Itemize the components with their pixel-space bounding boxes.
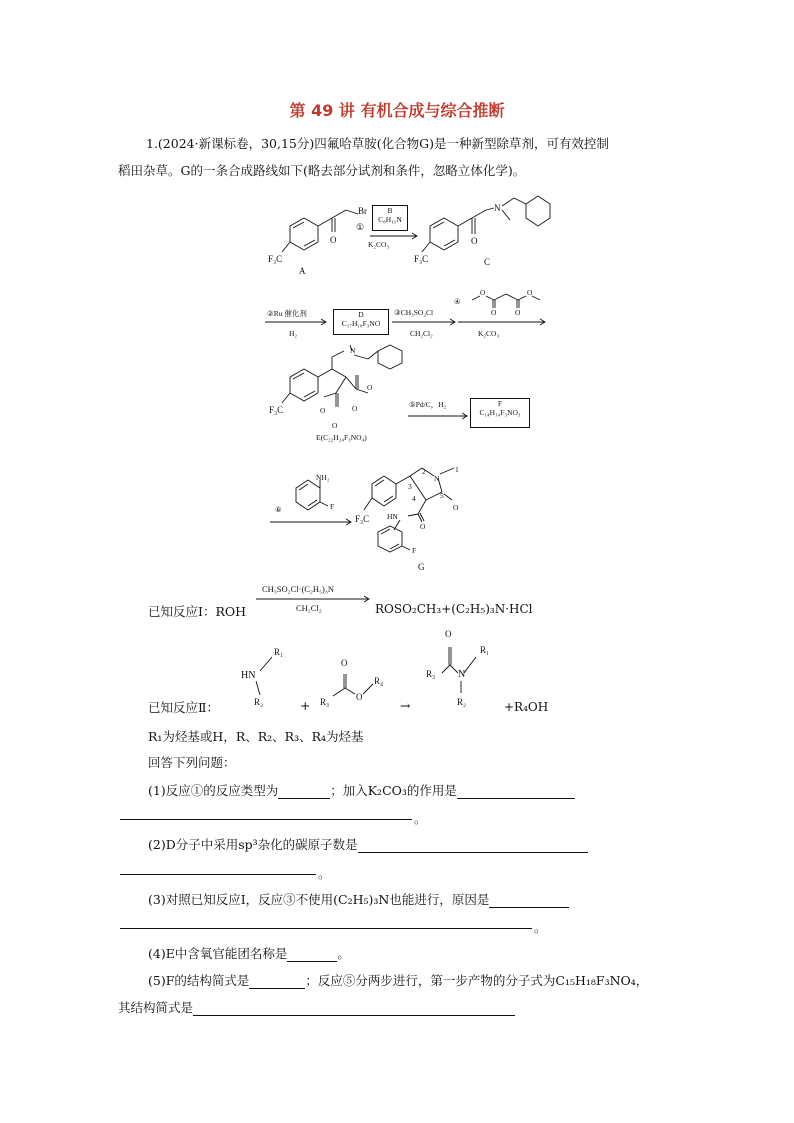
q5-part1: (5)F的结构简式是 xyxy=(148,973,250,988)
structure-E xyxy=(272,345,422,445)
q1-part1: (1)反应①的反应类型为 xyxy=(148,783,279,798)
q3-end: 。 xyxy=(534,920,547,935)
q4-end: 。 xyxy=(337,946,350,961)
known2-ester-o1: O xyxy=(341,658,348,668)
box-D xyxy=(333,309,389,335)
known2-amide-n: N xyxy=(458,669,466,680)
label-n-c: N xyxy=(494,203,501,213)
q3-text: (3)对照已知反应Ⅰ，反应③不使用(C₂H₅)₃N也能进行，原因是 xyxy=(148,892,490,907)
label-o-g2: O xyxy=(420,522,426,531)
known2-ester-r3: R₃ xyxy=(320,697,330,707)
label-o-m3: O xyxy=(491,308,497,317)
arrow-step4 xyxy=(458,318,548,326)
known2-amine-hn: HN xyxy=(241,670,256,681)
label-cf3-g: F₃C xyxy=(355,514,370,524)
box-D-formula: C₁₇H₁₈F₃NO xyxy=(341,319,381,328)
step6-label: ⑥ xyxy=(275,505,282,514)
q3-blank-1[interactable] xyxy=(489,895,569,908)
q5-line2 xyxy=(118,998,515,1016)
step1-label: ① xyxy=(356,222,365,232)
answer-prompt: 回答下列问题： xyxy=(148,755,236,770)
arrow-step2 xyxy=(265,318,335,326)
q1-blank-2[interactable] xyxy=(457,786,575,799)
label-f-g: F xyxy=(412,546,417,555)
label-o-e4: O xyxy=(332,421,338,430)
ring-num-2: 2 xyxy=(422,467,426,476)
label-C: C xyxy=(484,257,491,267)
q1-blank-3[interactable] xyxy=(120,819,412,820)
label-o-c: O xyxy=(471,236,478,246)
question-stem-line2: 稻田杂草。G的一条合成路线如下(略去部分试剂和条件，忽略立体化学)。 xyxy=(118,163,526,178)
q2-blank-2[interactable] xyxy=(120,874,316,875)
box-F-name: F xyxy=(497,399,503,408)
label-br: Br xyxy=(358,206,367,216)
page-title: 第 49 讲 有机合成与综合推断 xyxy=(289,101,505,120)
label-o-m4: O xyxy=(515,308,521,317)
q5-blank-1[interactable] xyxy=(249,976,305,989)
box-F-formula: C₁₄H₁₄F₃NO₃ xyxy=(479,408,521,417)
known1-reagent-bottom: CH₂Cl₂ xyxy=(296,603,322,613)
k2co3-1: K₂CO₃ xyxy=(368,240,390,249)
label-o-e2: O xyxy=(352,404,358,413)
known2-label: 已知反应Ⅱ： xyxy=(148,700,219,715)
q1-blank-1[interactable] xyxy=(278,786,330,799)
box-B-formula: C₈H₁₁N xyxy=(378,215,402,224)
label-nh2: NH₂ xyxy=(316,473,330,482)
ring-num-5: 5 xyxy=(440,491,444,500)
h2-label: H₂ xyxy=(289,329,298,338)
step5-label: ⑤Pd/C，H₂ xyxy=(409,400,447,409)
known2-note: R₁为烃基或H，R、R₂、R₃、R₄为烃基 xyxy=(148,729,364,744)
q3-blank-2[interactable] xyxy=(120,928,532,929)
label-cf3-c: F₃C xyxy=(414,254,429,264)
q2-end: 。 xyxy=(318,866,331,881)
label-E: E(C₂₂H₂₄F₃NO₄) xyxy=(316,433,367,442)
step3-label: ③CH₃SO₂Cl xyxy=(394,308,434,317)
ring-num-1: 1 xyxy=(455,465,459,474)
known2-byproduct: +R₄OH xyxy=(504,700,549,714)
known1-label: 已知反应Ⅰ：ROH xyxy=(148,604,246,619)
label-o-e1: O xyxy=(367,383,373,392)
box-B xyxy=(372,205,408,231)
q5-part2: ；反应⑤分两步进行，第一步产物的分子式为C₁₅H₁₈F₃NO₄， xyxy=(305,973,649,988)
known2-ester-o2: O xyxy=(356,692,363,702)
known2-amide-r1: R₁ xyxy=(480,645,490,655)
label-hn-g: HN xyxy=(387,512,398,521)
label-o-g1: O xyxy=(453,503,459,512)
known2-amine-r1: R₁ xyxy=(274,647,284,657)
k2co3-2: K₂CO₃ xyxy=(478,329,500,338)
box-F xyxy=(470,398,530,428)
q5-line1 xyxy=(148,971,648,989)
label-o-e3: O xyxy=(320,406,326,415)
q3-line xyxy=(148,890,569,908)
label-o-m1: O xyxy=(480,288,486,297)
known2-amide-r2: R₂ xyxy=(457,697,467,707)
q1-part2: ；加入K₂CO₃的作用是 xyxy=(330,783,457,798)
ring-num-3: 3 xyxy=(408,482,412,491)
label-f-aniline: F xyxy=(330,502,335,511)
box-B-name: B xyxy=(387,206,393,215)
known1-reagent-top: CH₃SO₂Cl·(C₂H₅)₃N xyxy=(262,584,334,594)
question-stem-line1: 1.(2024·新课标卷，30,15分)四氟哈草胺(化合物G)是一种新型除草剂，可有效控制 xyxy=(146,136,609,151)
label-cf3-a: F₃C xyxy=(268,254,283,264)
label-o-a: O xyxy=(330,235,337,245)
q4-blank[interactable] xyxy=(287,949,337,962)
label-A: A xyxy=(299,266,306,276)
ch2cl2-label: CH₂Cl₂ xyxy=(410,329,433,338)
known1-product: ROSO₂CH₃+(C₂H₅)₃N·HCl xyxy=(375,602,533,616)
q1-end: 。 xyxy=(414,811,427,826)
label-n-e: N xyxy=(350,346,356,355)
known2-amide-r3: R₃ xyxy=(426,669,436,679)
q2-line xyxy=(148,835,588,853)
box-D-name: D xyxy=(358,310,364,319)
known2-arrow: → xyxy=(400,698,411,713)
label-n-g: N xyxy=(434,474,440,483)
known2-ester-r4: R₄ xyxy=(374,676,384,686)
known2-plus: + xyxy=(300,698,311,713)
arrow-step5 xyxy=(408,412,474,420)
arrow-step6 xyxy=(270,518,360,526)
known2-amide-o: O xyxy=(445,629,452,639)
ring-num-4: 4 xyxy=(412,494,416,503)
label-cf3-e: F₃C xyxy=(269,405,284,415)
q2-blank-1[interactable] xyxy=(358,840,588,853)
q5-line2-text: 其结构简式是 xyxy=(118,1000,194,1015)
step4-label: ④ xyxy=(454,297,461,306)
label-G: G xyxy=(418,562,425,572)
q5-blank-2[interactable] xyxy=(193,1003,515,1016)
step2-label: ②Ru 催化剂 xyxy=(267,309,307,318)
q4-line xyxy=(148,944,350,962)
known1-arrow xyxy=(256,595,376,603)
q4-text: (4)E中含氧官能团名称是 xyxy=(148,946,288,961)
structure-C xyxy=(418,190,568,280)
label-o-m2: O xyxy=(527,288,533,297)
arrow-step3 xyxy=(392,318,462,326)
q2-text: (2)D分子中采用sp³杂化的碳原子数是 xyxy=(148,837,358,852)
q1-line xyxy=(148,781,575,799)
known2-amine-r2: R₂ xyxy=(254,697,264,707)
